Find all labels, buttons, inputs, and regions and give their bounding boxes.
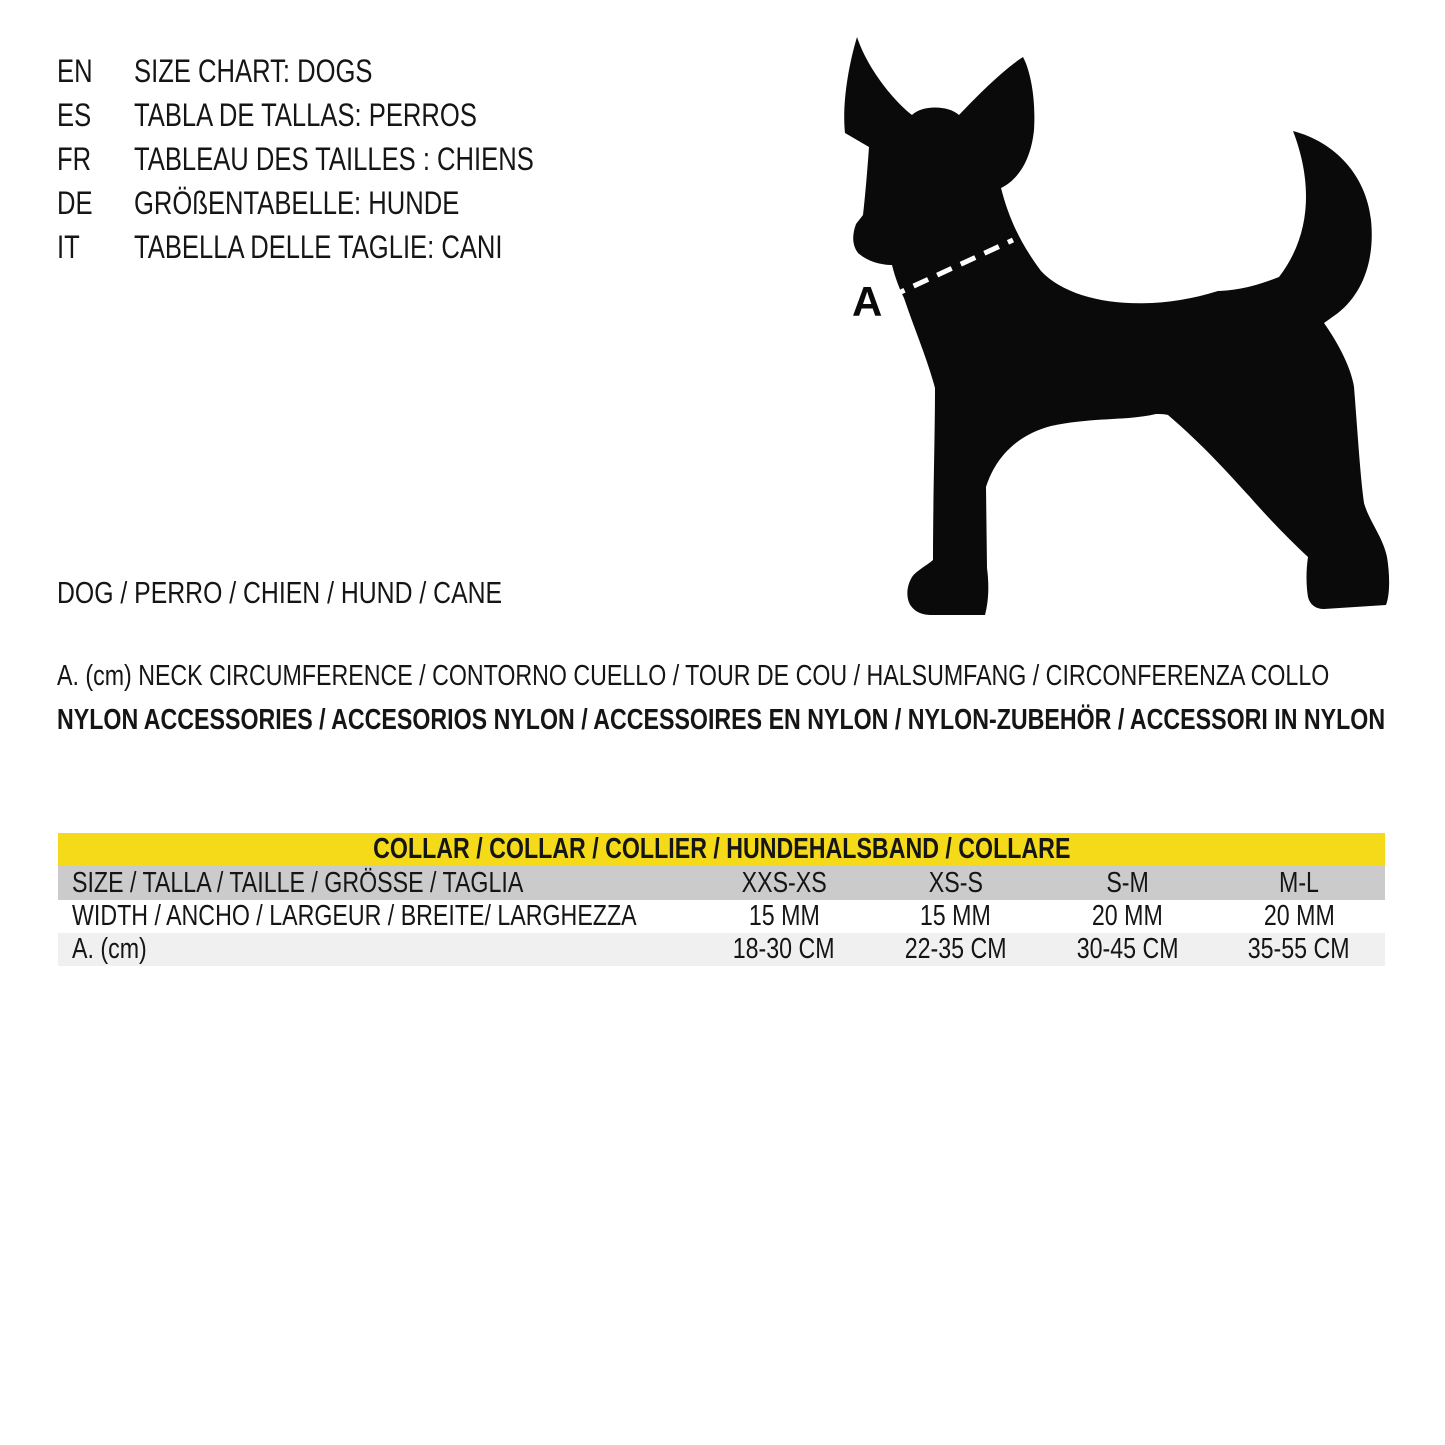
table-cell: 22-35 CM [904, 933, 1007, 965]
animal-caption-text: DOG / PERRO / CHIEN / HUND / CANE [57, 575, 503, 610]
table-cell: 15 MM [748, 900, 820, 932]
material-note-text: NYLON ACCESSORIES / ACCESORIOS NYLON / ACCESSOIRES EN NYLON / NYLON-ZUBEHÖR / ACCESSORI IN NYLON [57, 704, 1386, 736]
language-title: TABLA DE TALLAS: PERROS [133, 97, 477, 133]
language-row-de [57, 181, 634, 225]
table-cell: XXS-XS [741, 867, 827, 899]
material-note [57, 704, 1445, 736]
table-row-width [58, 900, 1385, 933]
table-row-label: WIDTH / ANCHO / LARGEUR / BREITE/ LARGHEZZA [72, 900, 637, 932]
language-row-es [57, 93, 634, 137]
table-title-row [58, 833, 1385, 866]
language-title: TABELLA DELLE TAGLIE: CANI [133, 229, 503, 265]
neck-measure-point-label: A [852, 278, 883, 325]
measurement-note [57, 660, 1445, 692]
animal-caption [57, 575, 613, 610]
table-cell: XS-S [928, 867, 983, 899]
table-title: COLLAR / COLLAR / COLLIER / HUNDEHALSBAND / COLLARE [372, 833, 1071, 865]
dog-silhouette-shape [844, 37, 1389, 615]
language-title: GRÖßENTABELLE: HUNDE [133, 185, 460, 221]
language-code: DE [57, 185, 93, 221]
language-title: TABLEAU DES TAILLES : CHIENS [133, 141, 534, 177]
table-cell: 30-45 CM [1076, 933, 1179, 965]
table-row-label: A. (cm) [72, 933, 147, 965]
table-cell: 20 MM [1091, 900, 1163, 932]
table-row-size [58, 866, 1385, 900]
measurement-note-text: A. (cm) NECK CIRCUMFERENCE / CONTORNO CUELLO / TOUR DE COU / HALSUMFANG / CIRCONFERENZA COLLO [57, 660, 1330, 692]
language-list [57, 49, 634, 269]
table-cell: 20 MM [1263, 900, 1335, 932]
language-code: FR [57, 141, 92, 177]
language-row-fr [57, 137, 634, 181]
language-row-it [57, 225, 634, 269]
dog-silhouette-icon [838, 25, 1408, 625]
table-row-neck [58, 933, 1385, 966]
language-code: EN [57, 53, 93, 89]
table-cell: 35-55 CM [1248, 933, 1351, 965]
language-row-en [57, 49, 634, 93]
language-code: IT [57, 229, 80, 265]
table-cell: 18-30 CM [732, 933, 835, 965]
language-title: SIZE CHART: DOGS [133, 53, 373, 89]
language-code: ES [57, 97, 92, 133]
table-cell: 15 MM [920, 900, 992, 932]
table-cell: S-M [1106, 867, 1149, 899]
table-cell: M-L [1279, 867, 1320, 899]
table-row-label: SIZE / TALLA / TAILLE / GRÖSSE / TAGLIA [72, 867, 524, 899]
size-table [58, 833, 1385, 966]
